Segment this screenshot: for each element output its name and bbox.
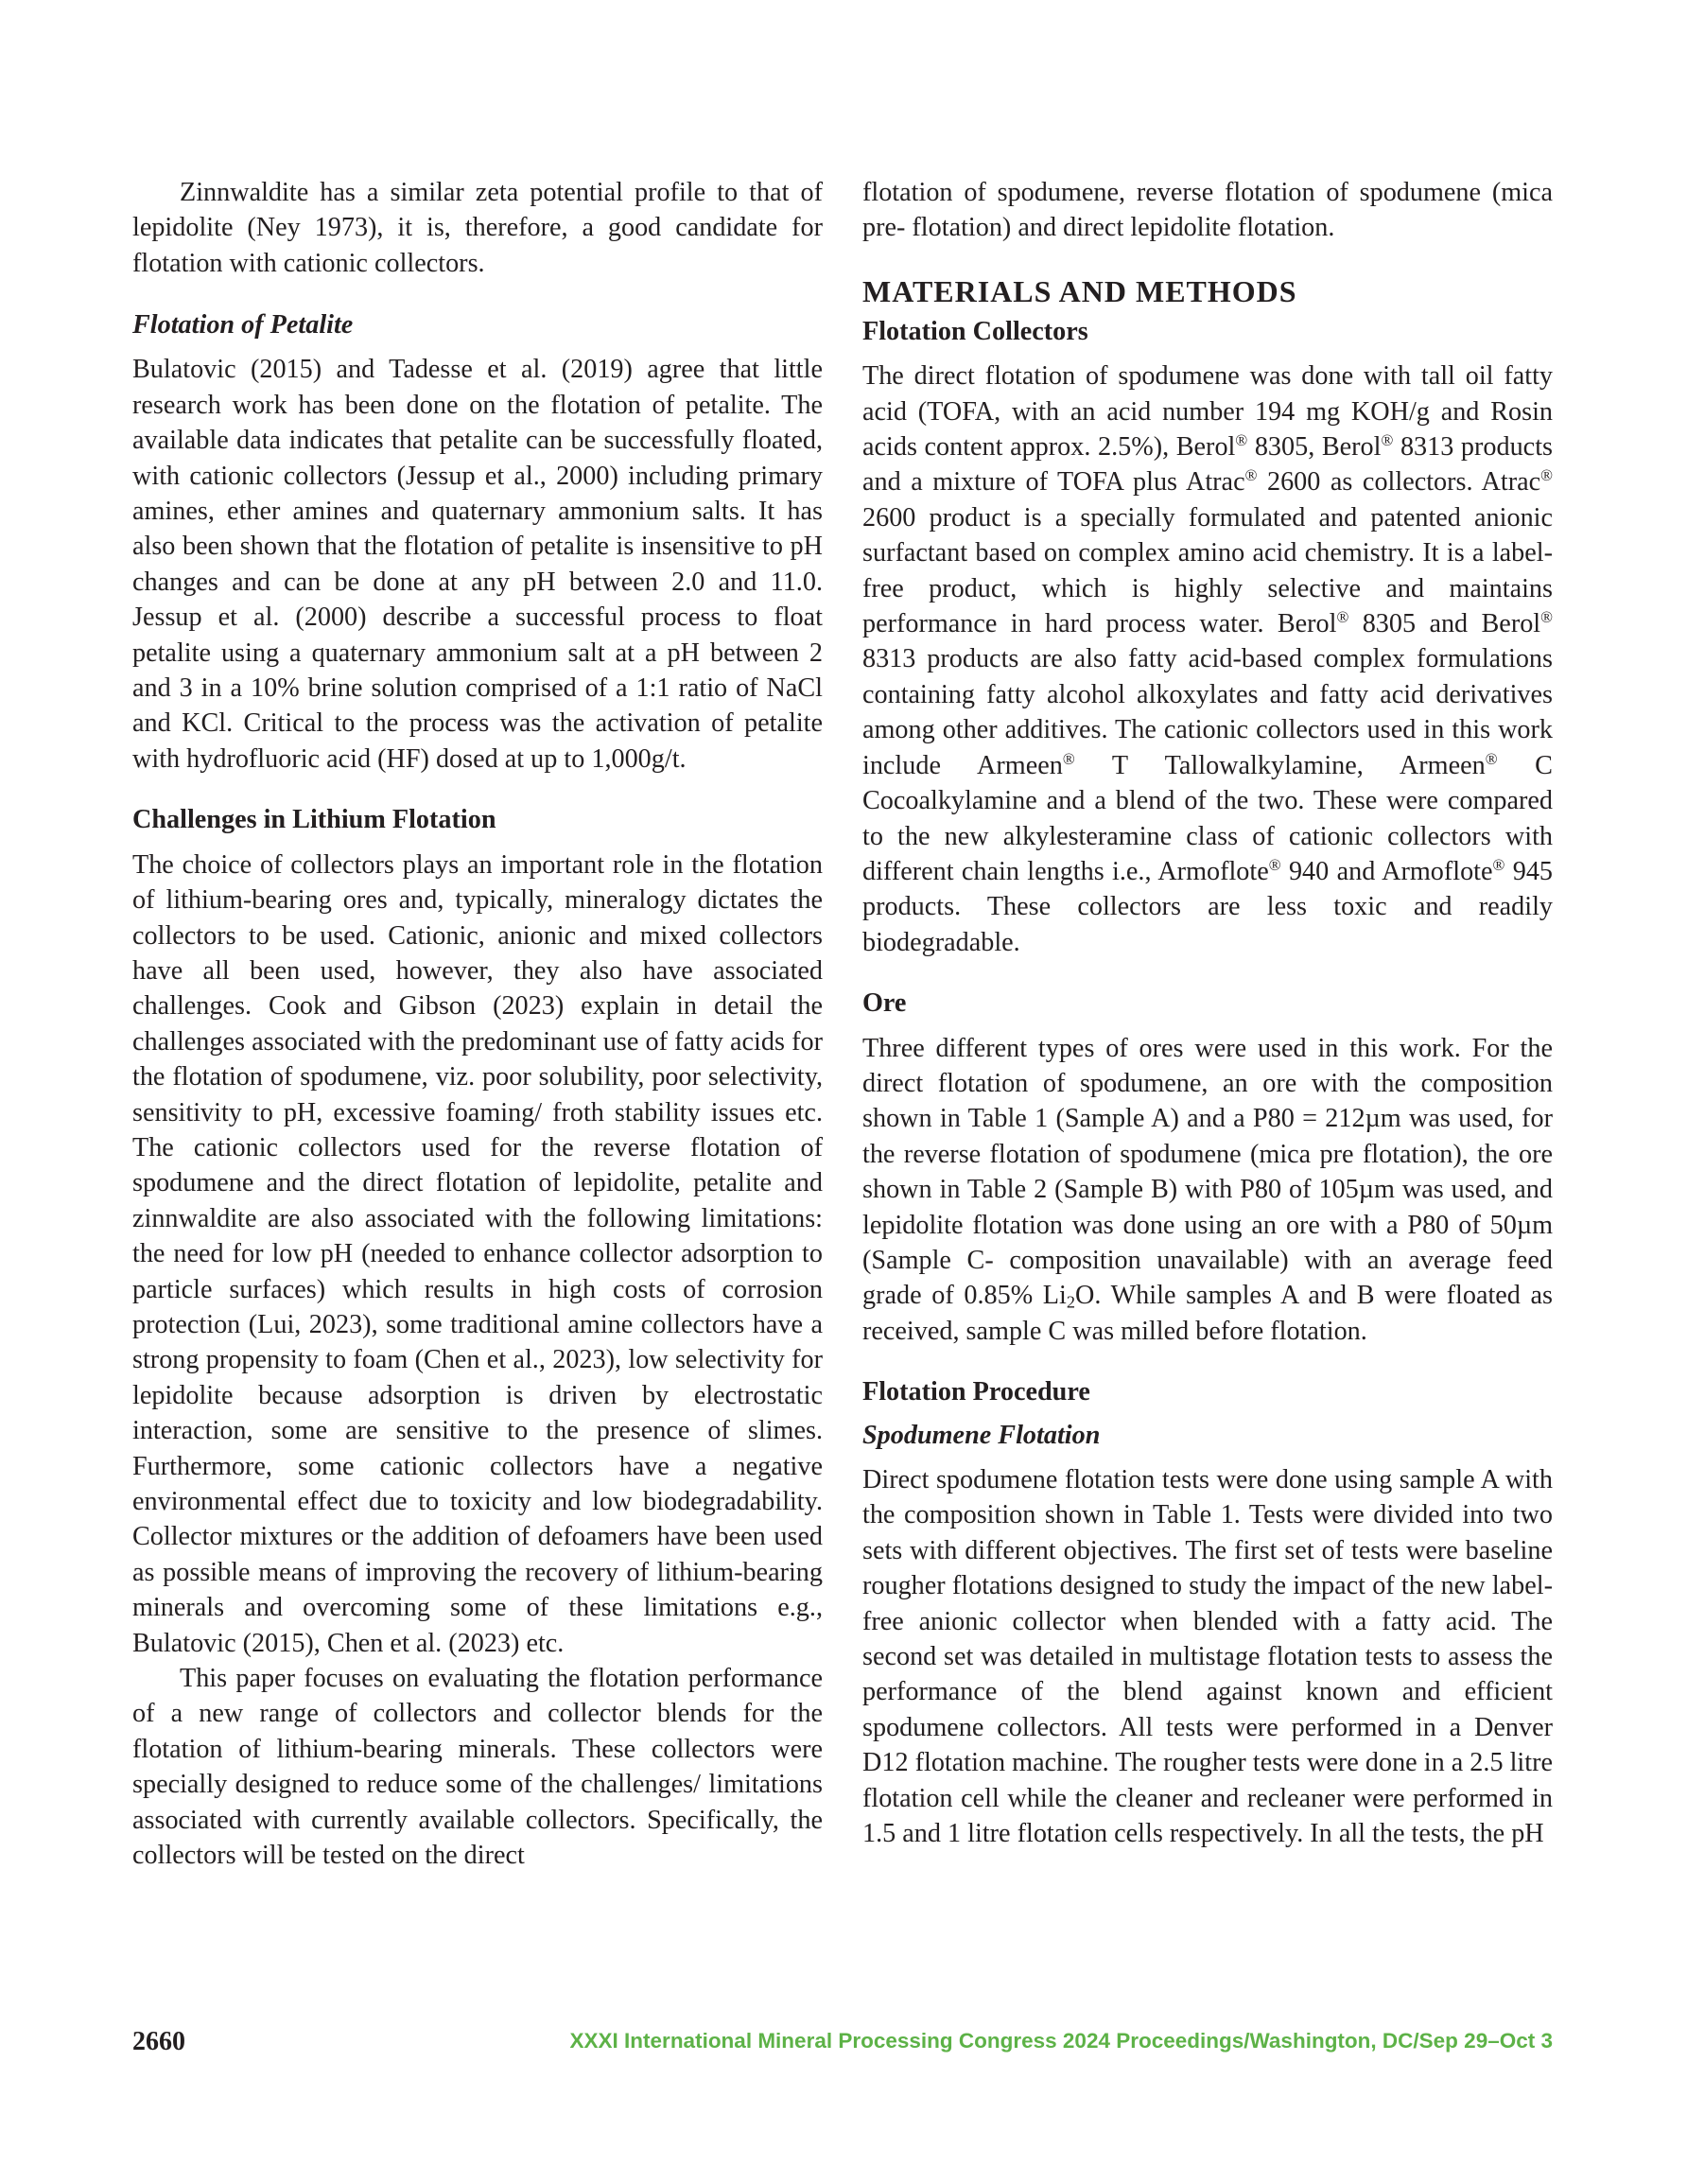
registered-mark: ® bbox=[1540, 607, 1553, 626]
heading-materials-and-methods: MATERIALS AND METHODS bbox=[862, 273, 1297, 308]
heading-ore: Ore bbox=[862, 988, 907, 1019]
running-footer-title: XXXI International Mineral Processing Congress 2024 Proceedings/Washington, DC/Sep 29–Oct 3 bbox=[569, 2029, 1553, 2053]
registered-mark: ® bbox=[1268, 855, 1281, 874]
heading-flotation-procedure: Flotation Procedure bbox=[862, 1377, 1090, 1407]
registered-mark: ® bbox=[1062, 749, 1075, 768]
subscript-two: 2 bbox=[1066, 1292, 1076, 1312]
registered-mark: ® bbox=[1492, 855, 1505, 874]
paragraph-paper-focus: This paper focuses on evaluating the flotation performance of a new range of collectors and collector blends for the flotation of lithium-bearing minerals. These collectors were specially designed to reduce some of the challenges/ limitations associated with currently available collectors. Specifically, the collectors will be tested on the direct bbox=[132, 1664, 823, 1871]
heading-flotation-of-petalite: Flotation of Petalite bbox=[132, 310, 354, 340]
paragraph-continuation: flotation of spodumene, reverse flotation of spodumene (mica pre- flotation) and direct lepidolite flotation. bbox=[862, 178, 1553, 243]
page-footer bbox=[132, 2027, 1553, 2059]
registered-mark: ® bbox=[1244, 466, 1258, 485]
paragraph-zinnwaldite: Zinnwaldite has a similar zeta potential profile to that of lepidolite (Ney 1973), it is, therefore, a good candidate for flotation with cationic collectors. bbox=[132, 178, 823, 278]
left-column bbox=[132, 175, 823, 1873]
paragraph-petalite: Bulatovic (2015) and Tadesse et al. (2019) agree that little research work has been done on the flotation of petalite. The available data indicates that petalite can be successfully floated, with cationic collectors (Jessup et al., 2000) including primary amines, ether amines and quaternary ammonium salts. It has also been shown that the flotation of petalite is insensitive to pH changes and can be done at any pH between 2.0 and 11.0. Jessup et al. (2000) describe a successful process to float petalite using a quaternary ammonium salt at a pH between 2 and 3 in a 10% brine solution comprised of a 1:1 ratio of NaCl and KCl. Critical to the process was the activation of petalite with hydrofluoric acid (HF) dosed at up to 1,000g/t. bbox=[132, 355, 823, 774]
heading-flotation-collectors: Flotation Collectors bbox=[862, 316, 1088, 346]
registered-mark: ® bbox=[1381, 430, 1394, 449]
page-number: 2660 bbox=[132, 2027, 185, 2056]
paragraph-challenges: The choice of collectors plays an important role in the flotation of lithium-bearing ores and, typically, mineralogy dictates the collectors to be used. Cationic, anionic and mixed collectors have all been used, however, they also have associated challenges. Cook and Gibson (2023) explain in detail the challenges associated with the predominant use of fatty acids for the flotation of spodumene, viz. poor solubility, poor selectivity, sensitivity to pH, excessive foaming/ froth stability issues etc. The cationic collectors used for the reverse flotation of spodumene and the direct flotation of lepidolite, petalite and zinnwaldite are also associated with the following limitations: the need for low pH (needed to enhance collector adsorption to particle surfaces) which results in high costs of corrosion protection (Lui, 2023), some traditional amine collectors have a strong propensity to foam (Chen et al., 2023), low selectivity for lepidolite because adsorption is driven by electrostatic interaction, some are sensitive to the presence of slimes. Furthermore, some cationic collectors have a negative environmental effect due to toxicity and low biodegradability. Collector mixtures or the addition of defoamers have been used as possible means of improving the recovery of lithium-bearing minerals and overcoming some of these limitations e.g., Bulatovic (2015), Chen et al. (2023) etc. bbox=[132, 849, 823, 1658]
heading-spodumene-flotation: Spodumene Flotation bbox=[862, 1420, 1101, 1450]
heading-challenges-in-lithium-flotation: Challenges in Lithium Flotation bbox=[132, 805, 496, 835]
paragraph-ore: Three different types of ores were used in this work. For the direct flotation of spodumene, an ore with the composition shown in Table 1 (Sample A) and a P80 = 212µm was used, for the reverse flotation of spodumene (mica pre flotation), the ore shown in Table 2 (Sample B) with P80 of 105µm was used, and lepidolite flotation was done using an ore with a P80 of 50µm (Sample C- composition unavailable) with an average feed grade of 0.85% $Li_2O$. While samples A and B were floated as received, sample C was milled before flotation. bbox=[862, 1033, 1554, 1346]
registered-mark: ® bbox=[1540, 466, 1553, 485]
registered-mark: ® bbox=[1336, 607, 1349, 626]
registered-mark: ® bbox=[1485, 749, 1498, 768]
paragraph-flotation-collectors: The direct flotation of spodumene was done with tall oil fatty acid (TOFA, with an acid number 194 mg KOH/g and Rosin acids content approx. 2.5%), Berol® 8305, Berol® 8313 products and a mixture of TOFA plus Atrac® 2600 as collectors. Atrac® 2600 product is a specially formulated and patented anionic surfactant based on complex amino acid chemistry. It is a label-free product, which is highly selective and maintains performance in hard process water. Berol® 8305 and Berol® 8313 products are also fatty acid-based complex formulations containing fatty alcohol alkoxylates and fatty acid derivatives among other additives. The cationic collectors used in this work include Armeen® T Tallowalkylamine, Armeen® C Cocoalkylamine and a blend of the two. These were compared to the new alkylesteramine class of cationic collectors with different chain lengths i.e., Armoflote® 940 and Armoflote® 945 products. These collectors are less toxic and readily biodegradable. bbox=[862, 361, 1554, 957]
registered-mark: ® bbox=[1235, 430, 1248, 449]
paragraph-spodumene-flotation: Direct spodumene flotation tests were done using sample A with the composition shown in Table 1. Tests were divided into two sets with different objectives. The first set of tests were baseline rougher flotations designed to study the impact of the new label-free anionic collector when blended with a fatty acid. The second set was detailed in multistage flotation tests to assess the performance of the blend against known and efficient spodumene collectors. All tests were performed in a Denver D12 flotation machine. The rougher tests were done in a 2.5 litre flotation cell while the cleaner and recleaner were performed in 1.5 and 1 litre flotation cells respectively. In all the tests, the pH bbox=[862, 1465, 1553, 1849]
right-column bbox=[862, 175, 1553, 1851]
